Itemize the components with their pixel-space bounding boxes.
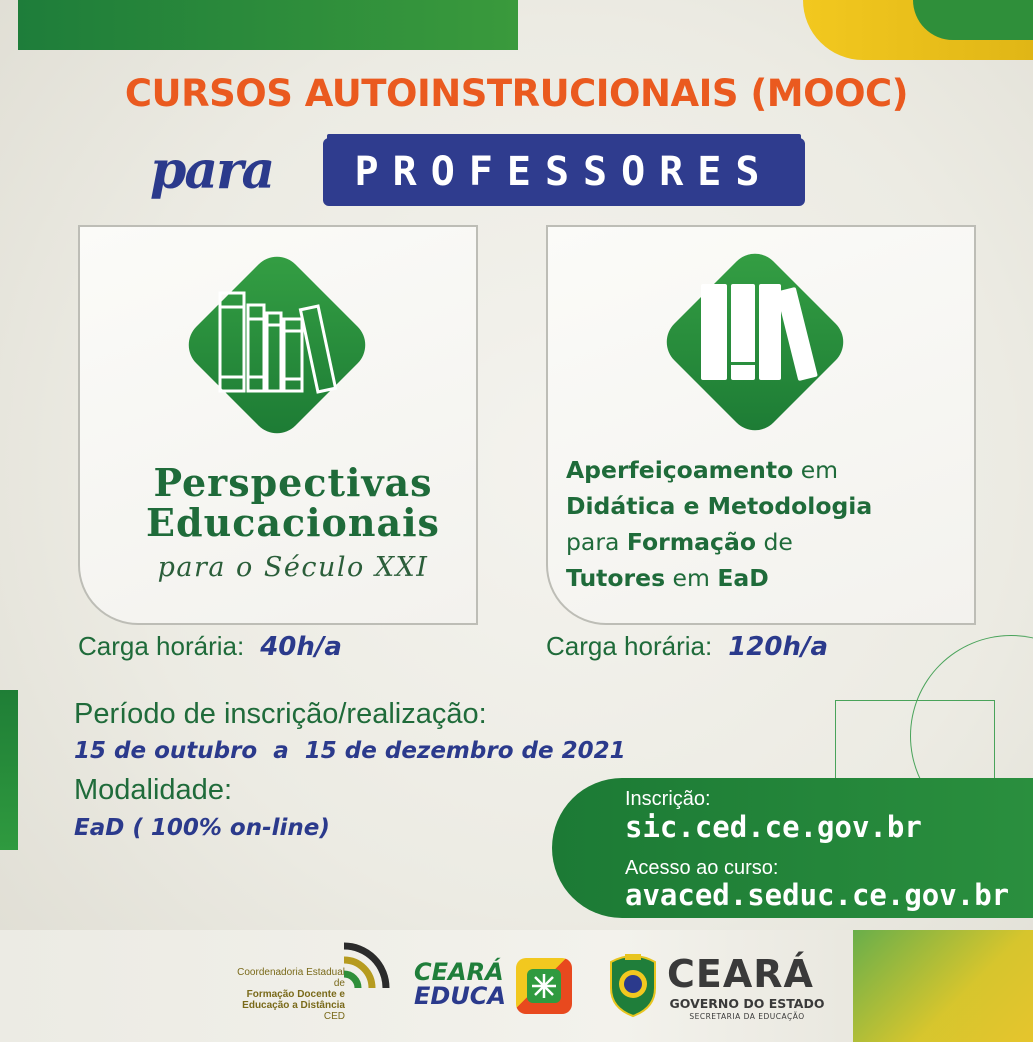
workload-value: 120h/a (728, 632, 829, 662)
course1-title-line1: Perspectivas (153, 460, 433, 505)
course2-word: Formação (626, 528, 756, 556)
top-right-green-shape (913, 0, 1033, 40)
left-green-bar (0, 690, 18, 850)
course2-title (566, 452, 966, 596)
state-crest-icon (605, 948, 661, 1018)
course1-title-line2: Educacionais (146, 500, 440, 545)
course2-word: Didática e Metodologia (566, 492, 873, 520)
course1-workload (78, 631, 342, 662)
signup-label: Inscrição: (625, 788, 711, 810)
footer-right-shape (853, 930, 1033, 1042)
gov-title: CEARÁ (667, 952, 814, 996)
course2-word: Aperfeiçoamento (566, 456, 794, 484)
modality-label: Modalidade: (74, 774, 232, 806)
ceara-educa-logo (414, 960, 506, 1008)
modality-value: EaD ( 100% on-line) (74, 815, 330, 841)
course1-subtitle: para o Século XXI (157, 552, 429, 583)
ced-line: CED (323, 1011, 345, 1022)
solid-books-icon (695, 280, 835, 390)
ced-line: Coordenadoria Estadual de (237, 967, 345, 989)
ceara-educa-line2: EDUCA (414, 982, 506, 1010)
main-title: CURSOS AUTOINSTRUCIONAIS (MOOC) (124, 72, 909, 115)
period-label: Período de inscrição/realização: (74, 698, 487, 730)
period-value: 15 de outubro a 15 de dezembro de 2021 (74, 738, 626, 764)
workload-value: 40h/a (260, 632, 342, 662)
course2-word: Tutores (566, 564, 666, 592)
course2-word: em (665, 564, 718, 592)
course2-word: de (755, 528, 793, 556)
audience-banner (323, 138, 805, 206)
gov-department: SECRETARIA DA EDUCAÇÃO (689, 1012, 805, 1021)
ced-line: Educação a Distância (242, 1000, 345, 1011)
ced-signal-icon (340, 938, 394, 992)
audience-text: PROFESSORES (354, 149, 774, 195)
course-access-url[interactable]: avaced.seduc.ce.gov.br (625, 878, 1010, 912)
workload-label: Carga horária: (78, 631, 245, 661)
workload-label: Carga horária: (546, 631, 713, 661)
ced-line: Formação Docente e (246, 989, 345, 1000)
course-access-label: Acesso ao curso: (625, 857, 779, 879)
top-green-bar (18, 0, 518, 50)
course2-word: em (793, 456, 839, 484)
course2-word: para (566, 528, 627, 556)
course2-word: EaD (717, 564, 769, 592)
outline-books-icon (212, 285, 352, 400)
signup-url[interactable]: sic.ced.ce.gov.br (625, 810, 922, 844)
course2-workload (546, 631, 828, 662)
star-icon (529, 971, 559, 1001)
para-word: para (150, 140, 274, 201)
ced-logo-text (225, 967, 345, 1022)
ceara-educa-line1: CEARÁ (414, 958, 504, 986)
gov-subtitle: GOVERNO DO ESTADO (669, 996, 825, 1011)
